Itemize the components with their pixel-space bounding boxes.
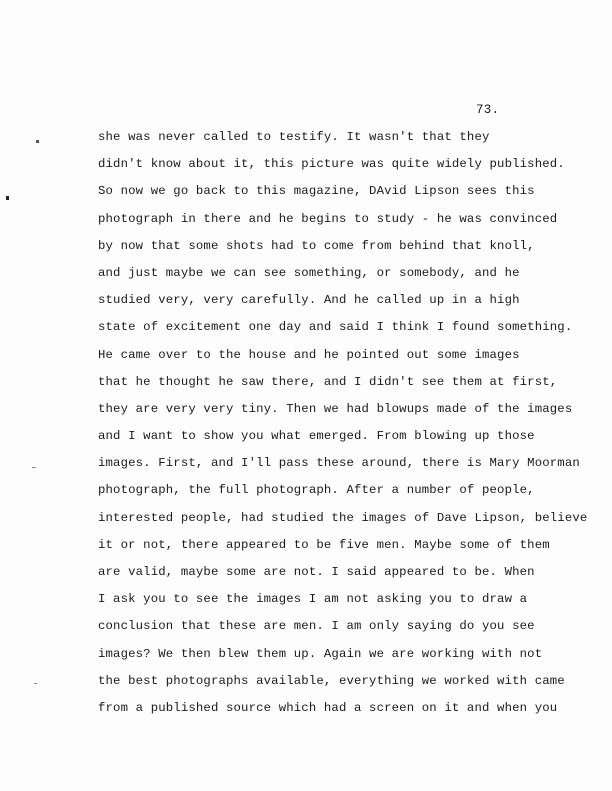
text-line: studied very, very carefully. And he called up in a high (98, 293, 520, 308)
text-line: that he thought he saw there, and I didn't see them at first, (98, 374, 558, 389)
text-line: photograph in there and he begins to study - he was convinced (98, 211, 558, 226)
page-number: 73. (476, 103, 500, 117)
text-line: I ask you to see the images I am not asking you to draw a (98, 592, 528, 607)
scan-mark (32, 467, 36, 468)
text-line: didn't know about it, this picture was quite widely published. (98, 157, 565, 172)
text-line: she was never called to testify. It wasn't that they (98, 130, 490, 144)
text-line: state of excitement one day and said I think I found something. (98, 320, 573, 335)
text-line: by now that some shots had to come from behind that knoll, (98, 238, 535, 253)
text-line: conclusion that these are men. I am only saying do you see (98, 619, 535, 634)
scan-mark (36, 140, 39, 143)
text-line: images. First, and I'll pass these around, there is Mary Moorman (98, 456, 580, 471)
text-line: So now we go back to this magazine, DAvid Lipson sees this (98, 184, 535, 199)
text-line: they are very very tiny. Then we had blowups made of the images (98, 401, 573, 416)
typed-text-body (98, 124, 588, 722)
text-line: photograph, the full photograph. After a number of people, (98, 483, 535, 498)
scan-mark (6, 196, 9, 200)
text-line: the best photographs available, everything we worked with came (98, 673, 565, 688)
text-line: He came over to the house and he pointed out some images (98, 347, 520, 362)
text-line: from a published source which had a screen on it and when you (98, 700, 558, 715)
text-line: and I want to show you what emerged. From blowing up those (98, 429, 535, 444)
text-line: and just maybe we can see something, or somebody, and he (98, 265, 520, 280)
text-line: interested people, had studied the images of Dave Lipson, believe (98, 510, 588, 525)
text-line: it or not, there appeared to be five men. Maybe some of them (98, 537, 550, 552)
text-line: are valid, maybe some are not. I said appeared to be. When (98, 565, 535, 579)
scan-mark (34, 683, 37, 684)
text-line: images? We then blew them up. Again we are working with not (98, 646, 543, 661)
